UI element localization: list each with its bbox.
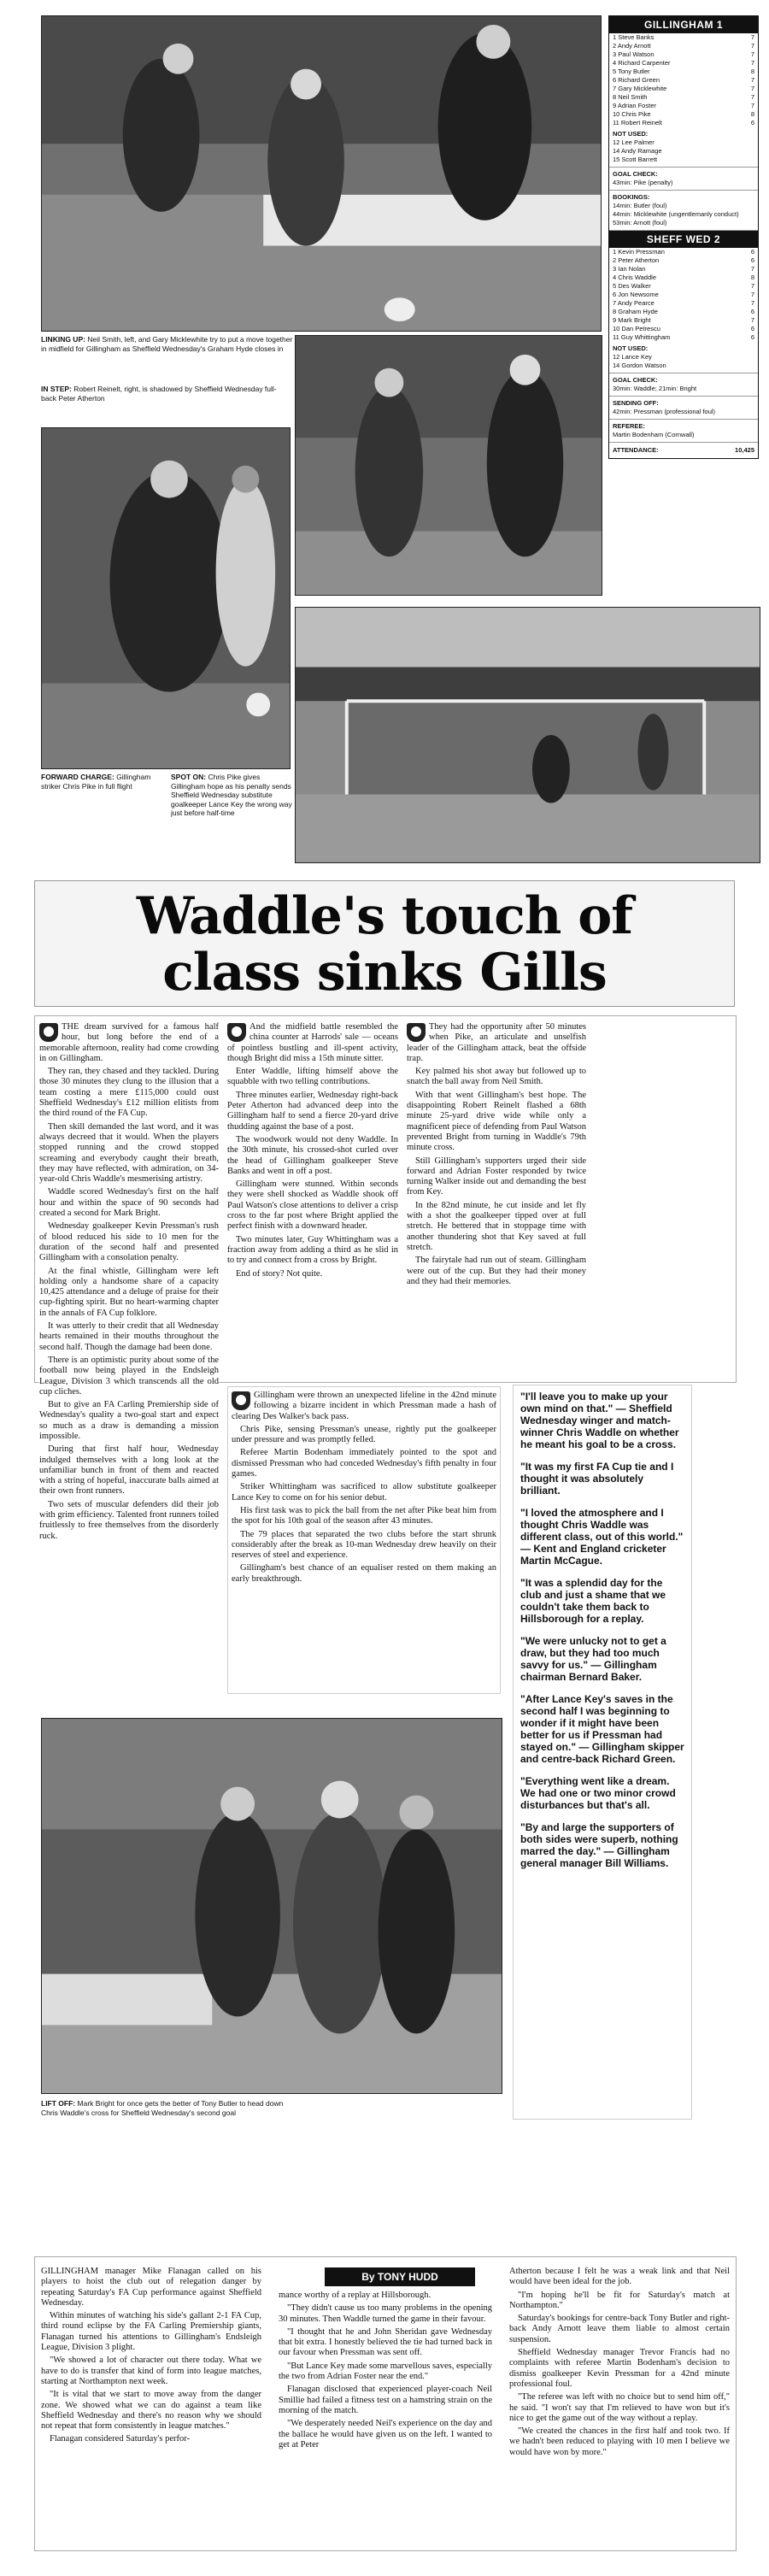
away-player-list: [609, 248, 758, 342]
player-rating: 6: [750, 119, 754, 126]
player-row: [609, 33, 758, 42]
sidebar-paragraph: "I thought that he and John Sheridan gave Wednesday that bit extra. I honestly believed the tie had turned back in our favour when Pressman was sent off.: [279, 2326, 492, 2358]
caption-text: Robert Reinelt, right, is shadowed by Sheffield Wednesday full-back Peter Atherton: [41, 385, 277, 403]
player-row: [609, 110, 758, 119]
sidebar-column-3-text: [509, 2267, 730, 2458]
caption-text: Chris Pike gives Gillingham hope as his penalty sends Sheffield Wednesday substitute goalkeeper Lance Key the wrong way just before half-time: [171, 773, 292, 817]
player-name: 9 Mark Bright: [613, 316, 651, 324]
player-name: 1 Steve Banks: [613, 33, 655, 41]
report-paragraph: But to give an FA Carling Premiership side of Wednesday's quality a two-goal start and expect so much as a draw is demanding a mission impossible.: [39, 1400, 219, 1441]
sidebar-column-1: [41, 2267, 261, 2549]
report-paragraph: They had the opportunity after 50 minutes when Pike, an articulate and unselfish leader of the Gillingham attack, beat the offside trap.: [407, 1022, 586, 1063]
report-column-2-text: [227, 1022, 398, 1279]
player-rating: 7: [750, 59, 754, 67]
player-name: 6 Jon Newsome: [613, 291, 659, 298]
headline: [34, 880, 735, 1007]
report-paragraph: The fairytale had run out of steam. Gillingham were out of the cup. But they had their money and they had their memories.: [407, 1256, 586, 1286]
photo-in-step-image: [296, 336, 602, 595]
report-paragraph: Enter Waddle, lifting himself above the squabble with two telling contributions.: [227, 1067, 398, 1087]
sub-player: 12 Lee Palmer: [613, 138, 655, 146]
report-column-2b: [227, 1386, 501, 1694]
report-paragraph: It was utterly to their credit that all Wednesday hearts remained in their mouths throughout the second half. Though the damage had been done.: [39, 1321, 219, 1352]
report-paragraph: Chris Pike, sensing Pressman's unease, rightly put the goalkeeper under pressure and was promptly felled.: [232, 1424, 496, 1445]
quote-paragraph: "We were unlucky not to get a draw, but they had too much savvy for us." — Gillingham chairman Bernard Baker.: [520, 1635, 666, 1683]
player-name: 10 Chris Pike: [613, 110, 651, 118]
player-row: [609, 308, 758, 316]
player-rating: 8: [750, 273, 754, 281]
player-row: [609, 93, 758, 102]
player-name: 11 Robert Reinelt: [613, 119, 662, 126]
player-row: [609, 256, 758, 265]
player-name: 6 Richard Green: [613, 76, 660, 84]
report-paragraph: The 79 places that separated the two clubs before the start shrunk considerably after the break as 10-man Wednesday drew heavily on their reserves of steel and experience.: [232, 1529, 496, 1561]
sidebar-column-2: [279, 2291, 492, 2549]
sending-off-text: 42min: Pressman (professional foul): [609, 408, 758, 420]
home-subs-label: NOT USED:: [613, 130, 649, 138]
caption-text: Mark Bright for once gets the better of Tony Butler to head down Chris Waddle's cross for Sheffield Wednesday's second goal: [41, 2099, 284, 2117]
report-paragraph: Key palmed his shot away but followed up to snatch the ball away from Neil Smith.: [407, 1067, 586, 1087]
player-name: 2 Andy Arnott: [613, 42, 651, 50]
report-paragraph: And the midfield battle resembled the china counter at Harrods' sale — oceans of pointless bustling and ill-spent activity, though Bright did miss a 15th minute sitter.: [227, 1022, 398, 1063]
report-paragraph: Still Gillingham's supporters urged their side forward and Adrian Foster responded by twice turning Walker inside out and demanding the best from Key.: [407, 1156, 586, 1197]
sidebar-column-2-text: [279, 2291, 492, 2450]
player-rating: 7: [750, 299, 754, 307]
report-paragraph: Gillingham's best chance of an equaliser rested on them making an early breakthrough.: [232, 1563, 496, 1584]
report-paragraph: Waddle scored Wednesday's first on the half hour and within the space of 90 seconds had created a second for Mark Bright.: [39, 1187, 219, 1219]
report-column-1: [39, 1022, 219, 1826]
booking-entry: 53min: Arnott (foul): [613, 219, 667, 226]
report-paragraph: The woodwork would not deny Waddle. In the 30th minute, his crossed-shot curled over the head of Gillingham goalkeeper Steve Banks and went in off a post.: [227, 1134, 398, 1176]
quote-paragraph: "I loved the atmosphere and I thought Chris Waddle was different class, out of this world." — Kent and England cricketer Martin McCague.: [520, 1507, 684, 1567]
player-name: 4 Richard Carpenter: [613, 59, 671, 67]
report-paragraph: End of story? Not quite.: [236, 1268, 323, 1279]
player-rating: 8: [750, 68, 754, 75]
player-rating: 7: [750, 282, 754, 290]
photo-in-step: [295, 335, 602, 596]
home-team-title: GILLINGHAM 1: [609, 16, 758, 33]
player-name: 8 Neil Smith: [613, 93, 648, 101]
player-row: [609, 333, 758, 342]
report-paragraph: Then skill demanded the last word, and it was always decreed that it would. When the players stopped running and the crowd stopped screaming and everybody caught their breath, they may have reflected, with admiration, on 34-year-old Chris Waddle's mesmerising artistry.: [39, 1121, 219, 1185]
sidebar-paragraph: GILLINGHAM manager Mike Flanagan called on his players to hoist the club out of relegation danger by repeating Saturday's FA Cup performance against Sheffield Wednesday.: [41, 2267, 261, 2308]
caption-lift-off: [41, 2099, 297, 2117]
referee-label: REFEREE:: [613, 422, 645, 430]
player-name: 9 Adrian Foster: [613, 102, 656, 109]
quotes-list: [520, 1391, 684, 1869]
sidebar-column-1-text: [41, 2267, 261, 2445]
player-rating: 6: [750, 333, 754, 341]
quote-paragraph: "It was a splendid day for the club and just a shame that we couldn't take them back to Hillsborough for a replay.: [520, 1577, 666, 1625]
home-subs-list: [609, 138, 758, 168]
sending-off-label: SENDING OFF:: [613, 399, 659, 407]
player-row: [609, 273, 758, 282]
player-rating: 7: [750, 85, 754, 92]
caption-tag: SPOT ON:: [171, 773, 207, 781]
home-player-list: [609, 33, 758, 127]
player-name: 3 Ian Nolan: [613, 265, 646, 273]
player-row: [609, 102, 758, 110]
sidebar-paragraph: Saturday's bookings for centre-back Tony Butler and right-back Andy Arnott leave them liable to almost certain suspension.: [509, 2314, 730, 2344]
fa-cup-logo-icon: [227, 1023, 246, 1042]
player-rating: 7: [750, 291, 754, 298]
team-lineup-box: [608, 15, 759, 459]
player-name: 4 Chris Waddle: [613, 273, 656, 281]
report-paragraph: Wednesday goalkeeper Kevin Pressman's rush of blood reduced his side to 10 men for the duration of the second half and presented Gillingham with a consolation penalty.: [39, 1221, 219, 1263]
player-row: [609, 265, 758, 273]
sidebar-paragraph: Sheffield Wednesday manager Trevor Francis had no complaints with referee Martin Bodenham's decision to dismiss goalkeeper Kevin Pressman for a 42nd minute professional foul.: [509, 2348, 730, 2389]
caption-text: Gillingham striker Chris Pike in full flight: [41, 773, 151, 791]
player-rating: 6: [750, 256, 754, 264]
player-row: [609, 85, 758, 93]
player-row: [609, 299, 758, 308]
report-column-3-text: [407, 1022, 586, 1287]
sidebar-paragraph: Flanagan considered Saturday's perfor-: [50, 2434, 191, 2444]
caption-spot-on: [171, 773, 292, 818]
player-rating: 7: [750, 316, 754, 324]
player-name: 3 Paul Watson: [613, 50, 655, 58]
home-goal-label: GOAL CHECK:: [613, 170, 658, 178]
player-rating: 7: [750, 50, 754, 58]
player-name: 5 Tony Butler: [613, 68, 650, 75]
photo-spot-on-image: [296, 608, 760, 862]
player-row: [609, 282, 758, 291]
caption-linking-up: [41, 335, 297, 353]
sidebar-paragraph: "But Lance Key made some marvellous saves, especially the two from Adrian Foster near the end.": [279, 2361, 492, 2382]
player-rating: 8: [750, 110, 754, 118]
fa-cup-logo-icon: [39, 1023, 58, 1042]
sidebar-paragraph: "I'm hoping he'll be fit for Saturday's match at Northampton.": [509, 2290, 730, 2310]
caption-in-step: [41, 385, 289, 403]
quotes-column: [513, 1385, 692, 2120]
sidebar-paragraph: Within minutes of watching his side's gallant 2-1 FA Cup, third round eclipse by the FA Carling Premiership giants, Flanagan turned his attentions to Gillingham's Endsleigh League, Division 3 plight.: [41, 2311, 261, 2353]
photo-lift-off-image: [42, 1719, 502, 2093]
report-column-1-text: [39, 1022, 219, 1542]
sub-player: 12 Lance Key: [613, 353, 652, 361]
player-rating: 7: [750, 265, 754, 273]
photo-forward-charge: [41, 427, 291, 769]
byline: By TONY HUDD: [325, 2267, 475, 2286]
report-paragraph: Two sets of muscular defenders did their job with grim efficiency. Talented front runners toiled fruitlessly to free themselves from the disorderly ruck.: [39, 1499, 219, 1541]
player-name: 8 Graham Hyde: [613, 308, 658, 315]
player-rating: 7: [750, 33, 754, 41]
quote-paragraph: "Everything went like a dream. We had one or two minor crowd disturbances but that's all.: [520, 1775, 676, 1811]
player-rating: 7: [750, 93, 754, 101]
report-column-3: [407, 1022, 586, 1381]
sub-player: 14 Andy Ramage: [613, 147, 662, 155]
report-paragraph: They ran, they chased and they tackled. During those 30 minutes they clung to the illusion that a team costing a mere £115,000 could oust Sheffield Wednesday's £12 million elitists from the third round of the FA Cup.: [39, 1067, 219, 1119]
sidebar-paragraph: Atherton because I felt he was a weak link and that Neil would have been ideal for the job.: [509, 2267, 730, 2287]
player-row: [609, 316, 758, 325]
player-rating: 6: [750, 308, 754, 315]
caption-forward-charge: [41, 773, 169, 791]
caption-tag: IN STEP:: [41, 385, 72, 393]
away-subs-list: [609, 353, 758, 373]
report-paragraph: There is an optimistic purity about some of the football now being played in the Endsleigh League, Division 3 which transcends all the old cup cliches.: [39, 1355, 219, 1397]
sidebar-paragraph: "We created the chances in the first half and took two. If we hadn't been reduced to playing with 10 men I believe we would have won by more.": [509, 2426, 730, 2457]
report-paragraph: His first task was to pick the ball from the net after Pike beat him from the spot for his 10th goal of the season after 43 minutes.: [232, 1505, 496, 1526]
player-rating: 6: [750, 325, 754, 332]
caption-tag: FORWARD CHARGE:: [41, 773, 114, 781]
quote-paragraph: "By and large the supporters of both sides were superb, nothing marred the day." — Gillingham general manager Bill Williams.: [520, 1821, 678, 1869]
photo-lift-off: [41, 1718, 502, 2094]
away-subs-label: NOT USED:: [613, 344, 649, 352]
photo-spot-on: [295, 607, 760, 863]
report-column-2: [227, 1022, 398, 1381]
report-paragraph: With that went Gillingham's best hope. The disappointing Robert Reinelt flashed a 68th minute 25-yard drive wide while only a magnificent piece of defending from Paul Watson prevented Bright from turning in Waddle's 79th minute cross.: [407, 1090, 586, 1153]
player-row: [609, 119, 758, 127]
player-row: [609, 68, 758, 76]
player-row: [609, 76, 758, 85]
report-paragraph: During that first half hour, Wednesday indulged themselves with a long look at the unfamiliar bunch in front of them and reacted with a string of hopeful, inaccurate balls aimed at their own front runners.: [39, 1444, 219, 1497]
headline-line-2: class sinks Gills: [162, 943, 607, 1003]
away-goal-text: 30min: Waddle; 21min: Bright: [609, 385, 758, 397]
report-paragraph: Two minutes later, Guy Whittingham was a fraction away from adding a third as he slid in to try and connect from a cross by Bright.: [227, 1234, 398, 1266]
quote-paragraph: "I'll leave you to make up your own mind on that." — Sheffield Wednesday winger and match-winner Chris Waddle on whether he meant his goal to be a cross.: [520, 1391, 679, 1450]
sidebar-paragraph: "The referee was left with no choice but to send him off," he said. "I won't say that I'm relieved to have won but it's nice to get the game out of the way without a replay.: [509, 2392, 730, 2423]
player-name: 1 Kevin Pressman: [613, 248, 665, 256]
booking-entry: 14min: Butler (foul): [613, 202, 667, 209]
player-name: 10 Dan Petrescu: [613, 325, 660, 332]
caption-text: Neil Smith, left, and Gary Micklewhite try to put a move together in midfield for Gillingham as Sheffield Wednesday's Graham Hyde closes in: [41, 335, 293, 353]
sub-player: 14 Gordon Watson: [613, 362, 666, 369]
player-name: 11 Guy Whittingham: [613, 333, 671, 341]
player-row: [609, 291, 758, 299]
player-row: [609, 248, 758, 256]
player-rating: 7: [750, 102, 754, 109]
player-row: [609, 59, 758, 68]
player-rating: 7: [750, 76, 754, 84]
headline-line-1: Waddle's touch of: [136, 886, 633, 946]
referee-text: Martin Bodenham (Cornwall): [609, 431, 758, 443]
photo-linking-up: [41, 15, 602, 332]
away-goal-label: GOAL CHECK:: [613, 376, 658, 384]
report-paragraph: Three minutes earlier, Wednesday right-back Peter Atherton had advanced deep into the Gillingham half to send a fierce 20-yard drive thudding against the base of a post.: [227, 1090, 398, 1132]
attendance-label: ATTENDANCE:: [613, 446, 659, 454]
player-row: [609, 50, 758, 59]
report-column-2b-text: [232, 1391, 496, 1585]
attendance-value: 10,425: [735, 446, 754, 454]
quote-paragraph: "After Lance Key's saves in the second half I was beginning to wonder if it might have been better for us if Pressman had stayed on." — Gillingham skipper and centre-back Richard Green.: [520, 1693, 684, 1765]
player-name: 7 Gary Micklewhite: [613, 85, 667, 92]
bookings-label: BOOKINGS:: [613, 193, 650, 201]
sub-player: 15 Scott Barrett: [613, 156, 658, 163]
report-paragraph: Gillingham were stunned. Within seconds they were shell shocked as Waddle shook off Paul Watson's close attentions to deliver a crisp cross to the far post where Bright applied the perfect finish with a downward header.: [227, 1179, 398, 1232]
sidebar-paragraph: mance worthy of a replay at Hillsborough.: [279, 2291, 431, 2300]
sidebar-paragraph: "They didn't cause us too many problems in the opening 30 minutes. Then Waddle turned the game in their favour.: [279, 2303, 492, 2324]
report-paragraph: Striker Whittingham was sacrificed to allow substitute goalkeeper Lance Key to come on for his senior debut.: [232, 1482, 496, 1503]
player-name: 7 Andy Pearce: [613, 299, 655, 307]
caption-tag: LIFT OFF:: [41, 2099, 76, 2108]
fa-cup-logo-icon: [232, 1391, 250, 1410]
report-paragraph: At the final whistle, Gillingham were left holding only a handsome share of a capacity 10,425 attendance and a deluge of praise for their cup-fighting spirit. But no heart-warming chapter in the annals of FA Cup folklore.: [39, 1266, 219, 1318]
player-row: [609, 325, 758, 333]
sidebar-column-3: [509, 2267, 730, 2549]
player-rating: 6: [750, 248, 754, 256]
player-row: [609, 42, 758, 50]
sidebar-paragraph: "We desperately needed Neil's experience on the day and the ballace he would have given us on the left. I wanted to get at Peter: [279, 2419, 492, 2450]
bookings-list: [609, 202, 758, 231]
fa-cup-logo-icon: [407, 1023, 426, 1042]
report-paragraph: In the 82nd minute, he cut inside and let fly with a shot the goalkeeper tipped over at full stretch. He bettered that in stoppage time with another thundering shot that Key saved at full stretch.: [407, 1200, 586, 1252]
sidebar-paragraph: Flanagan disclosed that experienced player-coach Neil Smillie had failed a fitness test on a hamstring strain on the morning of the match.: [279, 2385, 492, 2415]
away-team-title: SHEFF WED 2: [609, 231, 758, 248]
report-paragraph: Gillingham were thrown an unexpected lifeline in the 42nd minute following a bizarre incident in which Pressman made a hash of clearing Des Walker's back pass.: [232, 1391, 496, 1421]
report-paragraph: Referee Martin Bodenham immediately pointed to the spot and dismissed Pressman who had conceded Wednesday's fifth penalty in four games.: [232, 1448, 496, 1479]
quote-paragraph: "It was my first FA Cup tie and I thought it was absolutely brilliant.: [520, 1461, 674, 1497]
report-paragraph: THE dream survived for a famous half hour, but long before the end of a memorable afternoon, reality had come crowding in on Gillingham.: [39, 1022, 219, 1063]
photo-linking-up-image: [42, 16, 601, 331]
booking-entry: 44min: Micklewhite (ungentlemanly conduct): [613, 210, 739, 218]
player-name: 5 Des Walker: [613, 282, 651, 290]
player-name: 2 Peter Atherton: [613, 256, 660, 264]
sidebar-paragraph: "It is vital that we start to move away from the danger zone. We showed what we can do against a team like Sheffield Wednesday and there's no reason why we should not repeat that form consistently in league matches.": [41, 2390, 261, 2432]
caption-tag: LINKING UP:: [41, 335, 85, 344]
player-rating: 7: [750, 42, 754, 50]
photo-forward-charge-image: [42, 428, 290, 768]
home-goal-text: 43min: Pike (penalty): [609, 179, 758, 191]
sidebar-paragraph: "We showed a lot of character out there today. What we have to do is transfer that kind of form into league matches, starting at Northampton next week.: [41, 2355, 261, 2386]
attendance-row: [609, 443, 758, 458]
